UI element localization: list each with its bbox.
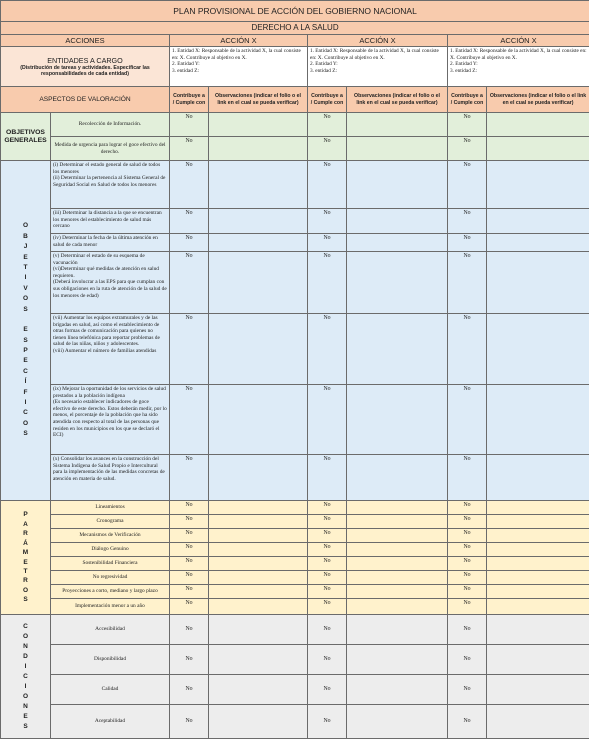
parametro-label: Mecanismos de Verificación [51, 529, 170, 543]
objetivo-especifico-label: (iii) Determinar la distancia a la que se encuentran los menores del establecimiento de salud más cercano [51, 209, 170, 234]
observaciones-cell[interactable] [347, 161, 448, 209]
responsables-cell-2 [308, 47, 448, 87]
contribuye-value: No [308, 615, 347, 645]
objetivo-especifico-label: (ix) Mejorar la oportunidad de los servicios de salud prestados a la población indígena (Es necesario establecer indicadores de goce efectivo de este derecho. Estos deberán medir, por lo menos, el porcentaje de la población que ha sido atendida con respecto al total de las personas que residen en los municipios en los que se declaró el ECI) [51, 385, 170, 455]
contribuye-value: No [170, 615, 209, 645]
observaciones-cell[interactable] [347, 529, 448, 543]
table-row [1, 137, 589, 161]
contribuye-value: No [308, 585, 347, 599]
contribuye-value: No [170, 137, 209, 161]
contribuye-value: No [308, 645, 347, 675]
observaciones-cell[interactable] [347, 455, 448, 501]
contribuye-value: No [448, 234, 487, 252]
observaciones-cell[interactable] [347, 501, 448, 515]
observaciones-cell[interactable] [487, 113, 589, 137]
parametro-label: Implementación menor a un año [51, 599, 170, 615]
observaciones-cell[interactable] [347, 705, 448, 739]
contribuye-value: No [308, 529, 347, 543]
responsable-3-line-1: 1. Entidad X: Responsable de la actividad X, la cual consiste en: X. Contribuye al objetivo en X. [450, 48, 587, 61]
contribuye-value: No [170, 113, 209, 137]
observaciones-cell[interactable] [209, 585, 308, 599]
observaciones-cell[interactable] [347, 113, 448, 137]
contribuye-value: No [448, 571, 487, 585]
observaciones-cell[interactable] [487, 515, 589, 529]
contribuye-value: No [308, 543, 347, 557]
objetivo-especifico-label: (vii) Aumentar los equipos extramurales y de las brigadas en salud, así como el establecimiento de otras formas de comunicación para quienes no tienen línea telefónica para reportar problemas de salud de las niñas, niños y adolescentes. (viii) Aumentar el número de familias atendidas [51, 314, 170, 385]
observaciones-cell[interactable] [487, 252, 589, 314]
responsable-1-line-2: 2. Entidad Y: [172, 61, 305, 68]
contribuye-value: No [308, 455, 347, 501]
contribuye-value: No [308, 252, 347, 314]
condicion-label: Disponibilidad [51, 645, 170, 675]
contribuye-value: No [448, 599, 487, 615]
contribuye-value: No [170, 543, 209, 557]
table-row [1, 571, 589, 585]
observaciones-cell[interactable] [487, 137, 589, 161]
contribuye-value: No [448, 529, 487, 543]
table-row [1, 501, 589, 515]
observaciones-cell[interactable] [347, 543, 448, 557]
observaciones-cell[interactable] [209, 385, 308, 455]
table-row [1, 543, 589, 557]
observaciones-cell[interactable] [347, 252, 448, 314]
observaciones-cell[interactable] [487, 571, 589, 585]
observaciones-cell[interactable] [347, 515, 448, 529]
observaciones-cell[interactable] [347, 209, 448, 234]
table-row [1, 252, 589, 314]
observaciones-cell[interactable] [209, 234, 308, 252]
table-row [1, 645, 589, 675]
observaciones-cell[interactable] [209, 515, 308, 529]
observaciones-header-2: Observaciones (indicar el folio o el link en el cual se pueda verificar) [347, 87, 448, 113]
contribuye-value: No [448, 252, 487, 314]
parametro-label: Lineamientos [51, 501, 170, 515]
table-row [1, 599, 589, 615]
contribuye-value: No [170, 599, 209, 615]
parametro-label: No regresividad [51, 571, 170, 585]
observaciones-cell[interactable] [347, 571, 448, 585]
contribuye-header-1: Contribuye a / Cumple con [170, 87, 209, 113]
contribuye-value: No [308, 515, 347, 529]
observaciones-cell[interactable] [487, 314, 589, 385]
observaciones-cell[interactable] [487, 529, 589, 543]
objetivos-generales-label: OBJETIVOS GENERALES [1, 113, 51, 161]
observaciones-cell[interactable] [209, 455, 308, 501]
observaciones-cell[interactable] [209, 529, 308, 543]
contribuye-value: No [170, 529, 209, 543]
condicion-label: Calidad [51, 675, 170, 705]
observaciones-cell[interactable] [487, 599, 589, 615]
table-row [1, 675, 589, 705]
contribuye-value: No [308, 385, 347, 455]
contribuye-value: No [170, 501, 209, 515]
table-row [1, 234, 589, 252]
entidades-subtitle: (Distribución de tareas y actividades. Especificar las responsabilidades de cada entidad) [3, 65, 167, 78]
contribuye-value: No [448, 615, 487, 645]
contribuye-value: No [448, 209, 487, 234]
contribuye-value: No [308, 314, 347, 385]
observaciones-cell[interactable] [209, 161, 308, 209]
observaciones-cell[interactable] [347, 557, 448, 571]
contribuye-value: No [170, 385, 209, 455]
observaciones-cell[interactable] [209, 645, 308, 675]
table-row [1, 529, 589, 543]
observaciones-cell[interactable] [347, 645, 448, 675]
parametro-label: Proyecciones a corto, mediano y largo plazo [51, 585, 170, 599]
observaciones-cell[interactable] [209, 571, 308, 585]
table-row [1, 557, 589, 571]
condicion-label: Aceptabilidad [51, 705, 170, 739]
observaciones-cell[interactable] [209, 675, 308, 705]
responsable-2-line-2: 2. Entidad Y: [310, 61, 445, 68]
contribuye-value: No [448, 645, 487, 675]
accion-header-3: ACCIÓN X [448, 35, 589, 47]
observaciones-cell[interactable] [487, 455, 589, 501]
observaciones-cell[interactable] [209, 314, 308, 385]
contribuye-value: No [308, 161, 347, 209]
objetivo-general-label: Recolección de Información. [51, 113, 170, 137]
table-row [1, 515, 589, 529]
contribuye-value: No [308, 557, 347, 571]
objetivo-general-label: Medida de urgencia para lograr el goce efectivo del derecho. [51, 137, 170, 161]
observaciones-header-1: Observaciones (indicar el folio o el link en el cual se pueda verificar) [209, 87, 308, 113]
contribuye-value: No [448, 137, 487, 161]
observaciones-cell[interactable] [487, 234, 589, 252]
responsables-cell-1 [170, 47, 308, 87]
contribuye-value: No [170, 234, 209, 252]
parametro-label: Sostenibilidad Financiera [51, 557, 170, 571]
condicion-label: Accesibilidad [51, 615, 170, 645]
observaciones-header-3: Observaciones (indicar el folio o el link en el cual se pueda verificar) [487, 87, 589, 113]
objetivo-especifico-label: (i) Determinar el estado general de salud de todos los menores (ii) Determinar la pertenencia al Sistema General de Seguridad Social en Salud de todos los menores [51, 161, 170, 209]
contribuye-value: No [170, 515, 209, 529]
contribuye-value: No [448, 543, 487, 557]
contribuye-value: No [170, 314, 209, 385]
contribuye-value: No [170, 557, 209, 571]
observaciones-cell[interactable] [487, 675, 589, 705]
objetivos-especificos-label: O B J E T I V O S E S P E C Í F I C O S [1, 161, 51, 501]
table-row [1, 615, 589, 645]
observaciones-cell[interactable] [347, 234, 448, 252]
observaciones-cell[interactable] [347, 599, 448, 615]
contribuye-value: No [170, 161, 209, 209]
contribuye-value: No [170, 675, 209, 705]
observaciones-cell[interactable] [209, 615, 308, 645]
observaciones-cell[interactable] [487, 543, 589, 557]
observaciones-cell[interactable] [209, 137, 308, 161]
contribuye-value: No [170, 252, 209, 314]
parametro-label: Diálogo Genuino [51, 543, 170, 557]
contribuye-value: No [448, 385, 487, 455]
observaciones-cell[interactable] [487, 615, 589, 645]
observaciones-cell[interactable] [209, 599, 308, 615]
observaciones-cell[interactable] [487, 161, 589, 209]
contribuye-value: No [308, 705, 347, 739]
observaciones-cell[interactable] [209, 252, 308, 314]
condiciones-label: C O N D I C I O N E S [1, 615, 51, 739]
responsables-cell-3 [448, 47, 589, 87]
contribuye-value: No [170, 209, 209, 234]
table-row [1, 585, 589, 599]
table-row [1, 455, 589, 501]
contribuye-header-2: Contribuye a / Cumple con [308, 87, 347, 113]
contribuye-value: No [170, 705, 209, 739]
contribuye-value: No [448, 113, 487, 137]
observaciones-cell[interactable] [209, 209, 308, 234]
table-row [1, 209, 589, 234]
contribuye-value: No [448, 585, 487, 599]
parametro-label: Cronograma [51, 515, 170, 529]
contribuye-header-3: Contribuye a / Cumple con [448, 87, 487, 113]
contribuye-value: No [170, 585, 209, 599]
responsable-2-line-3: 3. entidad Z: [310, 68, 445, 75]
contribuye-value: No [308, 209, 347, 234]
acciones-label: ACCIONES [1, 35, 170, 47]
observaciones-cell[interactable] [347, 137, 448, 161]
observaciones-cell[interactable] [347, 314, 448, 385]
aspectos-label: ASPECTOS DE VALORACIÓN [1, 87, 170, 113]
responsable-3-line-3: 3. entidad Z: [450, 68, 587, 75]
observaciones-cell[interactable] [347, 385, 448, 455]
table-row [1, 385, 589, 455]
responsable-3-line-2: 2. Entidad Y: [450, 61, 587, 68]
contribuye-value: No [448, 705, 487, 739]
contribuye-value: No [308, 675, 347, 705]
page-title: PLAN PROVISIONAL DE ACCIÓN DEL GOBIERNO NACIONAL [1, 1, 589, 22]
contribuye-value: No [448, 501, 487, 515]
table-row [1, 705, 589, 739]
table-row [1, 161, 589, 209]
contribuye-value: No [308, 571, 347, 585]
observaciones-cell[interactable] [209, 705, 308, 739]
observaciones-cell[interactable] [347, 585, 448, 599]
parametros-label: P A R Á M E T R O S [1, 501, 51, 615]
contribuye-value: No [308, 501, 347, 515]
contribuye-value: No [448, 557, 487, 571]
contribuye-value: No [448, 455, 487, 501]
observaciones-cell[interactable] [487, 705, 589, 739]
observaciones-cell[interactable] [487, 645, 589, 675]
responsable-1-line-1: 1. Entidad X: Responsable de la actividad X, la cual consiste en: X. Contribuye al objetivo en X. [172, 48, 305, 61]
contribuye-value: No [308, 599, 347, 615]
accion-header-1: ACCIÓN X [170, 35, 308, 47]
contribuye-value: No [170, 455, 209, 501]
contribuye-value: No [170, 571, 209, 585]
contribuye-value: No [308, 137, 347, 161]
entidades-label [1, 47, 170, 87]
contribuye-value: No [448, 675, 487, 705]
page-subtitle: DERECHO A LA SALUD [1, 22, 589, 35]
objetivo-especifico-label: (v) Determinar el estado de su esquema de vacunación (vi)Determinar qué medidas de atención en salud requieren. (Deberá involucrar a las EPS para que cumplan con sus obligaciones en la ruta de atención de la salud de los menores de edad) [51, 252, 170, 314]
contribuye-value: No [448, 314, 487, 385]
objetivo-especifico-label: (x) Consolidar los avances en la construcción del Sistema Indígena de Salud Propio e Intercultural para la implementación de las medidas concretas de atención en materia de salud. [51, 455, 170, 501]
observaciones-cell[interactable] [347, 615, 448, 645]
accion-header-2: ACCIÓN X [308, 35, 448, 47]
observaciones-cell[interactable] [487, 585, 589, 599]
entidades-title: ENTIDADES A CARGO [3, 56, 167, 65]
observaciones-cell[interactable] [209, 557, 308, 571]
observaciones-cell[interactable] [209, 543, 308, 557]
contribuye-value: No [448, 515, 487, 529]
observaciones-cell[interactable] [487, 557, 589, 571]
observaciones-cell[interactable] [487, 501, 589, 515]
table-row [1, 314, 589, 385]
contribuye-value: No [308, 234, 347, 252]
observaciones-cell[interactable] [347, 675, 448, 705]
responsable-1-line-3: 3. entidad Z: [172, 68, 305, 75]
observaciones-cell[interactable] [487, 209, 589, 234]
contribuye-value: No [170, 645, 209, 675]
table-row [1, 113, 589, 137]
contribuye-value: No [308, 113, 347, 137]
objetivo-especifico-label: (iv) Determinar la fecha de la última atención en salud de cada menor [51, 234, 170, 252]
observaciones-cell[interactable] [487, 385, 589, 455]
observaciones-cell[interactable] [209, 501, 308, 515]
responsable-2-line-1: 1. Entidad X: Responsable de la actividad X, la cual consiste en: X. Contribuye al objetivo en X. [310, 48, 445, 61]
contribuye-value: No [448, 161, 487, 209]
observaciones-cell[interactable] [209, 113, 308, 137]
